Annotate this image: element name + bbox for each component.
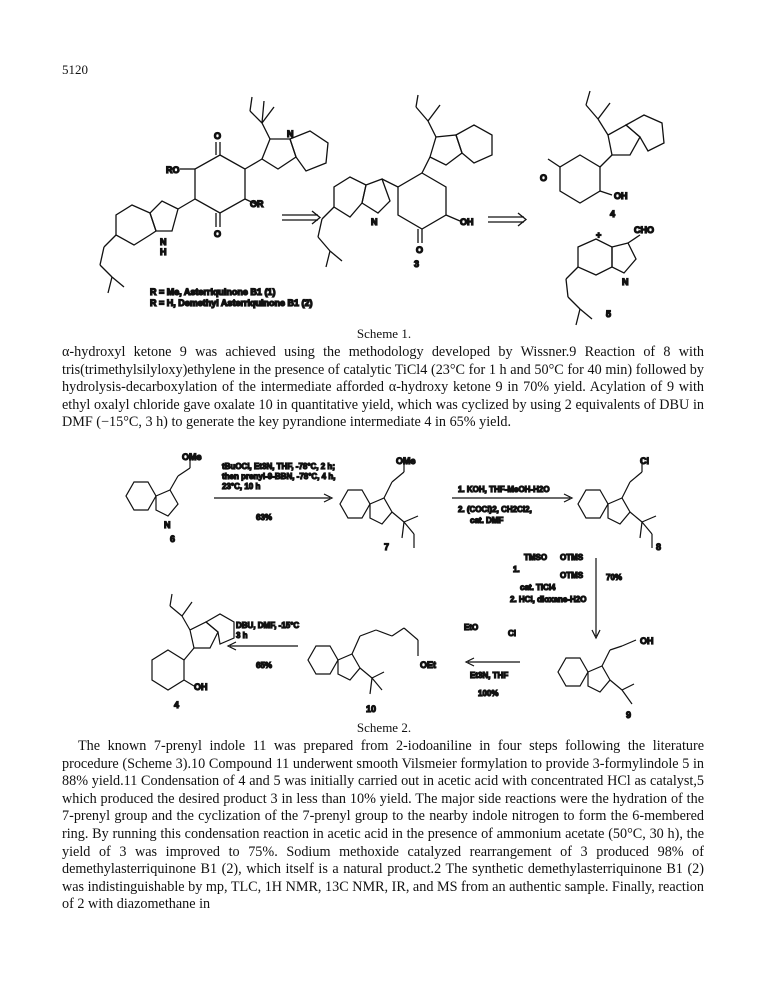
label-oh-4: OH [614,191,628,201]
label-ome-6: OMe [182,452,202,462]
compound-number-5: 5 [606,309,612,319]
label-h-2: H [160,247,167,257]
step5-yield: 65% [256,661,273,670]
page-number: 5120 [62,62,88,77]
step4-reagent-cl: Cl [508,629,516,638]
label-o-3: O [416,245,424,255]
label-o-top: O [214,131,222,141]
step1-condition-line1: tBuOCl, Et3N, THF, -78°C, 2 h; [222,462,335,471]
step3-num: 1. [513,565,520,574]
step1-condition-line3: 23°C, 10 h [222,482,261,491]
label-o-bottom: O [214,229,222,239]
scheme-2-caption: Scheme 2. [356,720,412,735]
retro-arrow-1 [282,211,320,224]
label-oh-9: OH [640,636,654,646]
structure-compound-4-product [152,594,234,690]
step2-condition-line3: cat. DMF [470,516,504,525]
step4-yield: 100% [478,689,499,698]
step1-yield: 63% [256,513,273,522]
structure-compound-10 [308,628,418,694]
paragraph-1: α-hydroxyl ketone 9 was achieved using the methodology developed by Wissner.9 Reaction of 8 with tris(trimethylsilyloxy)ethylene in the presence of catalytic TiCl4 (23°C for 1 h and 50°C for 40 min) followed by hydrolysis-decarboxylation of the intermediate afforded α-hydroxy ketone 9 in 70% yield. Acylation of 9 with ethyl oxalyl chloride gave oxalate 10 in quantitative yield, which was cyclized by using 2 equivalents of DBU in DMF (−15°C, 3 h) to generate the key pyrandione intermediate 4 in 65% yield. [62,344,704,431]
step2-condition-line2: 2. (COCl)2, CH2Cl2, [458,505,532,514]
compound-legend-2: R = H, Demethyl Asterriquinone B1 (2) [150,298,313,308]
compound-number-4-product: 4 [174,700,180,710]
step4-condition: Et3N, THF [470,671,509,680]
label-o-4a: O [540,173,548,183]
compound-number-7: 7 [384,542,390,552]
label-nh-3: N [371,217,378,227]
label-cho: CHO [634,225,654,235]
step5-condition-line2: 3 h [236,631,248,640]
step3-tmso: TMSO [524,553,548,562]
structure-compound-6 [126,456,190,516]
structure-compound-7 [340,460,418,548]
step3-catalyst: cat. TiCl4 [520,583,556,592]
label-or: OR [250,199,264,209]
step2-condition-line1: 1. KOH, THF-MeOH-H2O [458,485,550,494]
scheme-1-figure [0,95,768,335]
step3-condition-2: 2. HCl, dioxane-H2O [510,595,587,604]
label-ome-7: OMe [396,456,416,466]
compound-number-8: 8 [656,542,662,552]
structure-compound-9 [558,640,636,704]
step3-yield: 70% [606,573,623,582]
compound-legend-1: R = Me, Asterriquinone B1 (1) [150,287,276,297]
step3-otms-1: OTMS [560,553,584,562]
label-nh-5: N [622,277,629,287]
structure-compound-3 [318,95,492,267]
step3-otms-2: OTMS [560,571,584,580]
retro-arrow-2 [488,213,526,226]
label-nh-1: N [287,129,294,139]
label-plus: + [596,230,602,240]
scheme-2-figure [0,450,768,720]
label-oet-10: OEt [420,660,437,670]
structure-compound-5 [566,235,640,325]
label-oh-4-product: OH [194,682,208,692]
label-nh-2: N [160,237,167,247]
scheme-1-caption: Scheme 1. [356,326,412,341]
structure-compound-8 [578,460,656,548]
structure-compound-4 [548,91,664,203]
compound-number-4: 4 [610,209,616,219]
step4-reagent-eto: EtO [464,623,479,632]
compound-number-3: 3 [414,259,420,269]
compound-number-10: 10 [366,704,377,714]
structure-asterriquinone [100,97,328,293]
label-ro: RO [166,165,180,175]
compound-number-9: 9 [626,710,632,720]
step1-condition-line2: then prenyl-9-BBN, -78°C, 4 h, [222,472,336,481]
label-nh-6: N [164,520,171,530]
step5-condition-line1: DBU, DMF, -15°C [236,621,300,630]
label-cl-8: Cl [640,456,649,466]
paragraph-2: The known 7-prenyl indole 11 was prepared from 2-iodoaniline in four steps following the literature procedure (Scheme 3).10 Compound 11 underwent smooth Vilsmeier formylation to provide 3-formylindole 5 in 88% yield.11 Condensation of 4 and 5 was initially carried out in acetic acid with concentrated HCl as catalyst,5 which produced the desired product 3 in less than 10% yield. The major side reactions were the hydration of the 7-prenyl group and the cyclization of the 7-prenyl group to the nearby indole nitrogen to form the 6-membered ring. By running this condensation reaction in acetic acid in the presence of ammonium acetate (50°C, 30 h), the yield of 3 was improved to 75%. Sodium methoxide catalyzed rearrangement of 3 produced 98% of demethylasterriquinone B1 (2), which itself is a natural product.2 The synthetic demethylasterriquinone B1 (2) was indistinguishable by mp, TLC, 1H NMR, 13C NMR, IR, and MS from an authentic sample. Finally, reaction of 2 with diazomethane in [62,738,704,913]
compound-number-6: 6 [170,534,176,544]
label-oh-3: OH [460,217,474,227]
